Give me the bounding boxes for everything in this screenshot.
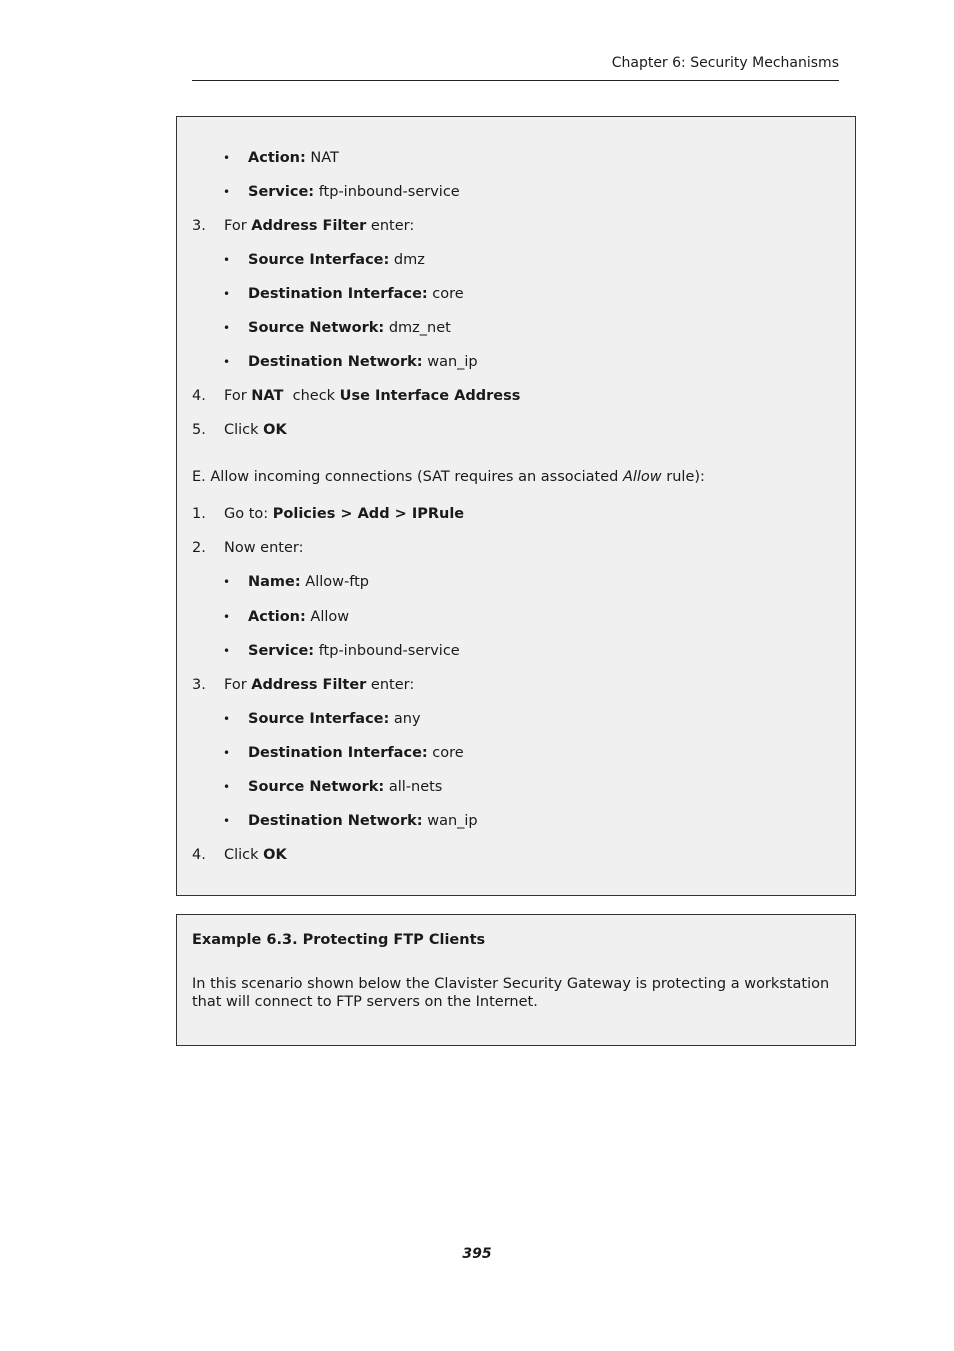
page-number: 395	[462, 1246, 492, 1262]
example-steps-box: • Action: NAT • Service: ftp-inbound-service 3. For Address Filter enter: • Source Interface: dmz • Destination Interface: core • Source Network: dmz_net • Destination Network: wan_ip 4. For NAT check Use Interface Address 5. Click OK E. Allow incoming connections (SAT requires an associated Allow rule): 1. Go to: Policies > Add > IPRule 2. Now enter: • Name: Allow-ftp • Action: Allow • Service: ftp-inbound-service 3. For Address Filter enter: • Source Interface: any • Destination Interface: core • Source Network: all-nets • Destination Network: wan_ip 4. Click OK	[176, 116, 856, 896]
chapter-title: Chapter 6: Security Mechanisms	[611, 55, 839, 71]
page-header	[192, 54, 839, 81]
example-title: Example 6.3. Protecting FTP Clients	[192, 932, 486, 948]
section-e-heading: E. Allow incoming connections (SAT requires an associated Allow rule):	[192, 469, 705, 485]
example-box	[176, 914, 856, 1046]
example-body: In this scenario shown below the Clavister Security Gateway is protecting a workstation that will connect to FTP servers on the Internet.	[192, 976, 830, 1010]
